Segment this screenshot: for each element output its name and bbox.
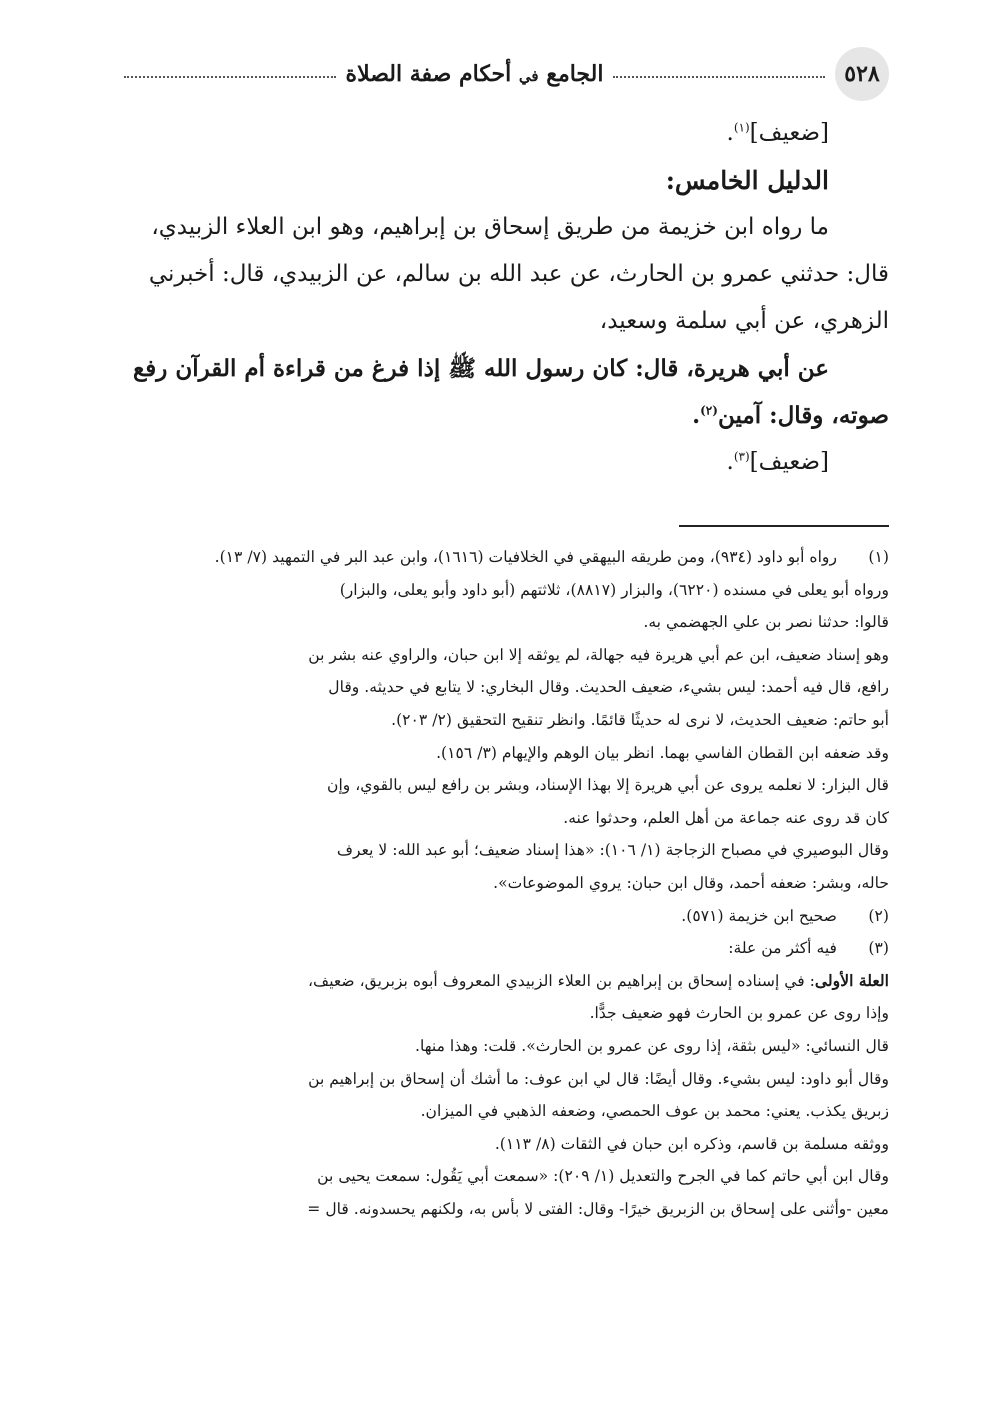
footnote-3-line: وإذا روى عن عمرو بن الحارث فهو ضعيف جدًّا. xyxy=(589,1004,889,1023)
footnote-1-line-1 xyxy=(114,541,889,574)
footnote-3-number: (٣) xyxy=(868,939,889,958)
footnote-1-line: وهو إسناد ضعيف، ابن عم أبي هريرة فيه جهالة، لم يوثقه إلا ابن حبان، والراوي عنه بشر بن xyxy=(308,645,889,664)
footnote-3-line: معين -وأثنى على إسحاق بن الزبريق خيرًا- وقال: الفتى لا بأس به، ولكنهم يحسدونه. قال = xyxy=(307,1199,889,1218)
footnote-3-intro: فيه أكثر من علة: xyxy=(728,939,837,958)
footnote-3-line: وقال ابن أبي حاتم كما في الجرح والتعديل (١/ ٢٠٩): «سمعت أبي يَقُول: سمعت يحيى بن xyxy=(317,1167,889,1186)
footnote-3-line: قال النسائي: «ليس بثقة، إذا روى عن عمرو بن الحارث». قلت: وهذا منها. xyxy=(415,1036,889,1055)
footnote-ref-2[interactable]: (٢) xyxy=(700,403,718,418)
grade-1: [ضعيف] xyxy=(749,120,829,146)
footnote-1-text: رواه أبو داود (٩٣٤)، ومن طريقه البيهقي في الخلافيات (١٦١٦)، وابن عبد البر في التمهيد (٧/ ١٣). xyxy=(214,548,837,566)
page-number: ٥٢٨ xyxy=(835,47,889,101)
header-dots-left xyxy=(124,76,336,78)
footnote-2-text: صحيح ابن خزيمة (٥٧١). xyxy=(681,906,837,925)
footnote-3-line: وقال أبو داود: ليس بشيء. وقال أيضًا: قال لي ابن عوف: ما أشك أن إسحاق بن إبراهيم بن xyxy=(308,1069,889,1088)
running-title-small: في xyxy=(518,67,539,85)
footnote-3-line-1 xyxy=(114,932,889,965)
main-text xyxy=(114,110,889,486)
hadith-text-end: صوته، وقال: آمين xyxy=(717,402,889,429)
footnote-3-line: زبريق يكذب. يعني: محمد بن عوف الحمصي، وضعفه الذهبي في الميزان. xyxy=(420,1102,889,1121)
footnote-1-line: كان قد روى عنه جماعة من أهل العلم، وحدثوا عنه. xyxy=(563,808,889,827)
footnote-1-line: حاله، وبشر: ضعفه أحمد، وقال ابن حبان: يروي الموضوعات». xyxy=(493,873,889,892)
footnote-ref-3[interactable]: (٣) xyxy=(733,449,750,464)
footnote-separator xyxy=(679,525,889,527)
footnote-1-line: أبو حاتم: ضعيف الحديث، لا نرى له حديثًا قائمًا. وانظر تنقيح التحقيق (٢/ ٢٠٣). xyxy=(391,710,889,729)
footnote-1-line: وقال البوصيري في مصباح الزجاجة (١/ ١٠٦): «هذا إسناد ضعيف؛ أبو عبد الله: لا يعرف xyxy=(336,841,889,860)
grade-1-end: . xyxy=(726,120,734,146)
footnote-2-number: (٢) xyxy=(868,906,889,925)
footnote-1-line: ورواه أبو يعلى في مسنده (٦٢٢٠)، والبزار (٨٨١٧)، ثلاثتهم (أبو داود وأبو يعلى، والبزار) xyxy=(339,580,889,599)
chain-line-1: ما رواه ابن خزيمة من طريق إسحاق بن إبراهيم، وهو ابن العلاء الزبيدي، xyxy=(151,214,829,240)
footnote-3-first-cause xyxy=(114,965,889,998)
grade-line-1 xyxy=(114,110,889,157)
footnote-1-number: (١) xyxy=(868,548,889,566)
chain-line-2: قال: حدثني عمرو بن الحارث، عن عبد الله بن سالم، عن الزبيدي، قال: أخبرني xyxy=(148,261,889,287)
footnote-1-line: وقد ضعفه ابن القطان الفاسي بهما. انظر بيان الوهم والإيهام (٣/ ١٥٦). xyxy=(436,743,889,762)
chain-line-3: الزهري، عن أبي سلمة وسعيد، xyxy=(599,308,889,334)
hadith-end-dot: . xyxy=(692,402,701,429)
footnote-3-line: ووثقه مسلمة بن قاسم، وذكره ابن حبان في الثقات (٨/ ١١٣). xyxy=(494,1134,889,1153)
first-cause-text: : في إسناده إسحاق بن إبراهيم بن العلاء الزبيدي المعروف أبوه بزبريق، ضعيف، xyxy=(308,971,815,990)
first-cause-title: العلة الأولى xyxy=(814,970,889,990)
footnote-2 xyxy=(114,900,889,933)
running-title-part2: أحكام صفة الصلاة xyxy=(345,61,512,87)
footnote-ref-1[interactable]: (١) xyxy=(733,120,750,135)
hadith-line-1: عن أبي هريرة، قال: كان رسول الله ﷺ إذا فرغ من قراءة أم القرآن رفع xyxy=(132,355,829,382)
footnote-1-line: قال البزار: لا نعلمه يروى عن أبي هريرة إلا بهذا الإسناد، وبشر بن رافع ليس بالقوي، وإن xyxy=(327,776,889,795)
grade-2: [ضعيف] xyxy=(749,449,829,475)
footnote-1-line: قالوا: حدثنا نصر بن علي الجهضمي به. xyxy=(643,613,889,632)
grade-2-end: . xyxy=(726,449,734,475)
evidence-heading: الدليل الخامس: xyxy=(665,166,829,195)
footnote-1-line: رافع، قال فيه أحمد: ليس بشيء، ضعيف الحديث. وقال البخاري: لا يتابع في حديثه. وقال xyxy=(328,678,889,697)
grade-line-2 xyxy=(114,439,889,486)
running-title-part1: الجامع xyxy=(546,61,604,87)
running-title xyxy=(346,61,604,87)
header-dots-right xyxy=(613,76,825,78)
hadith-line-2 xyxy=(114,392,889,439)
running-header xyxy=(114,46,889,102)
footnotes xyxy=(114,541,889,1225)
